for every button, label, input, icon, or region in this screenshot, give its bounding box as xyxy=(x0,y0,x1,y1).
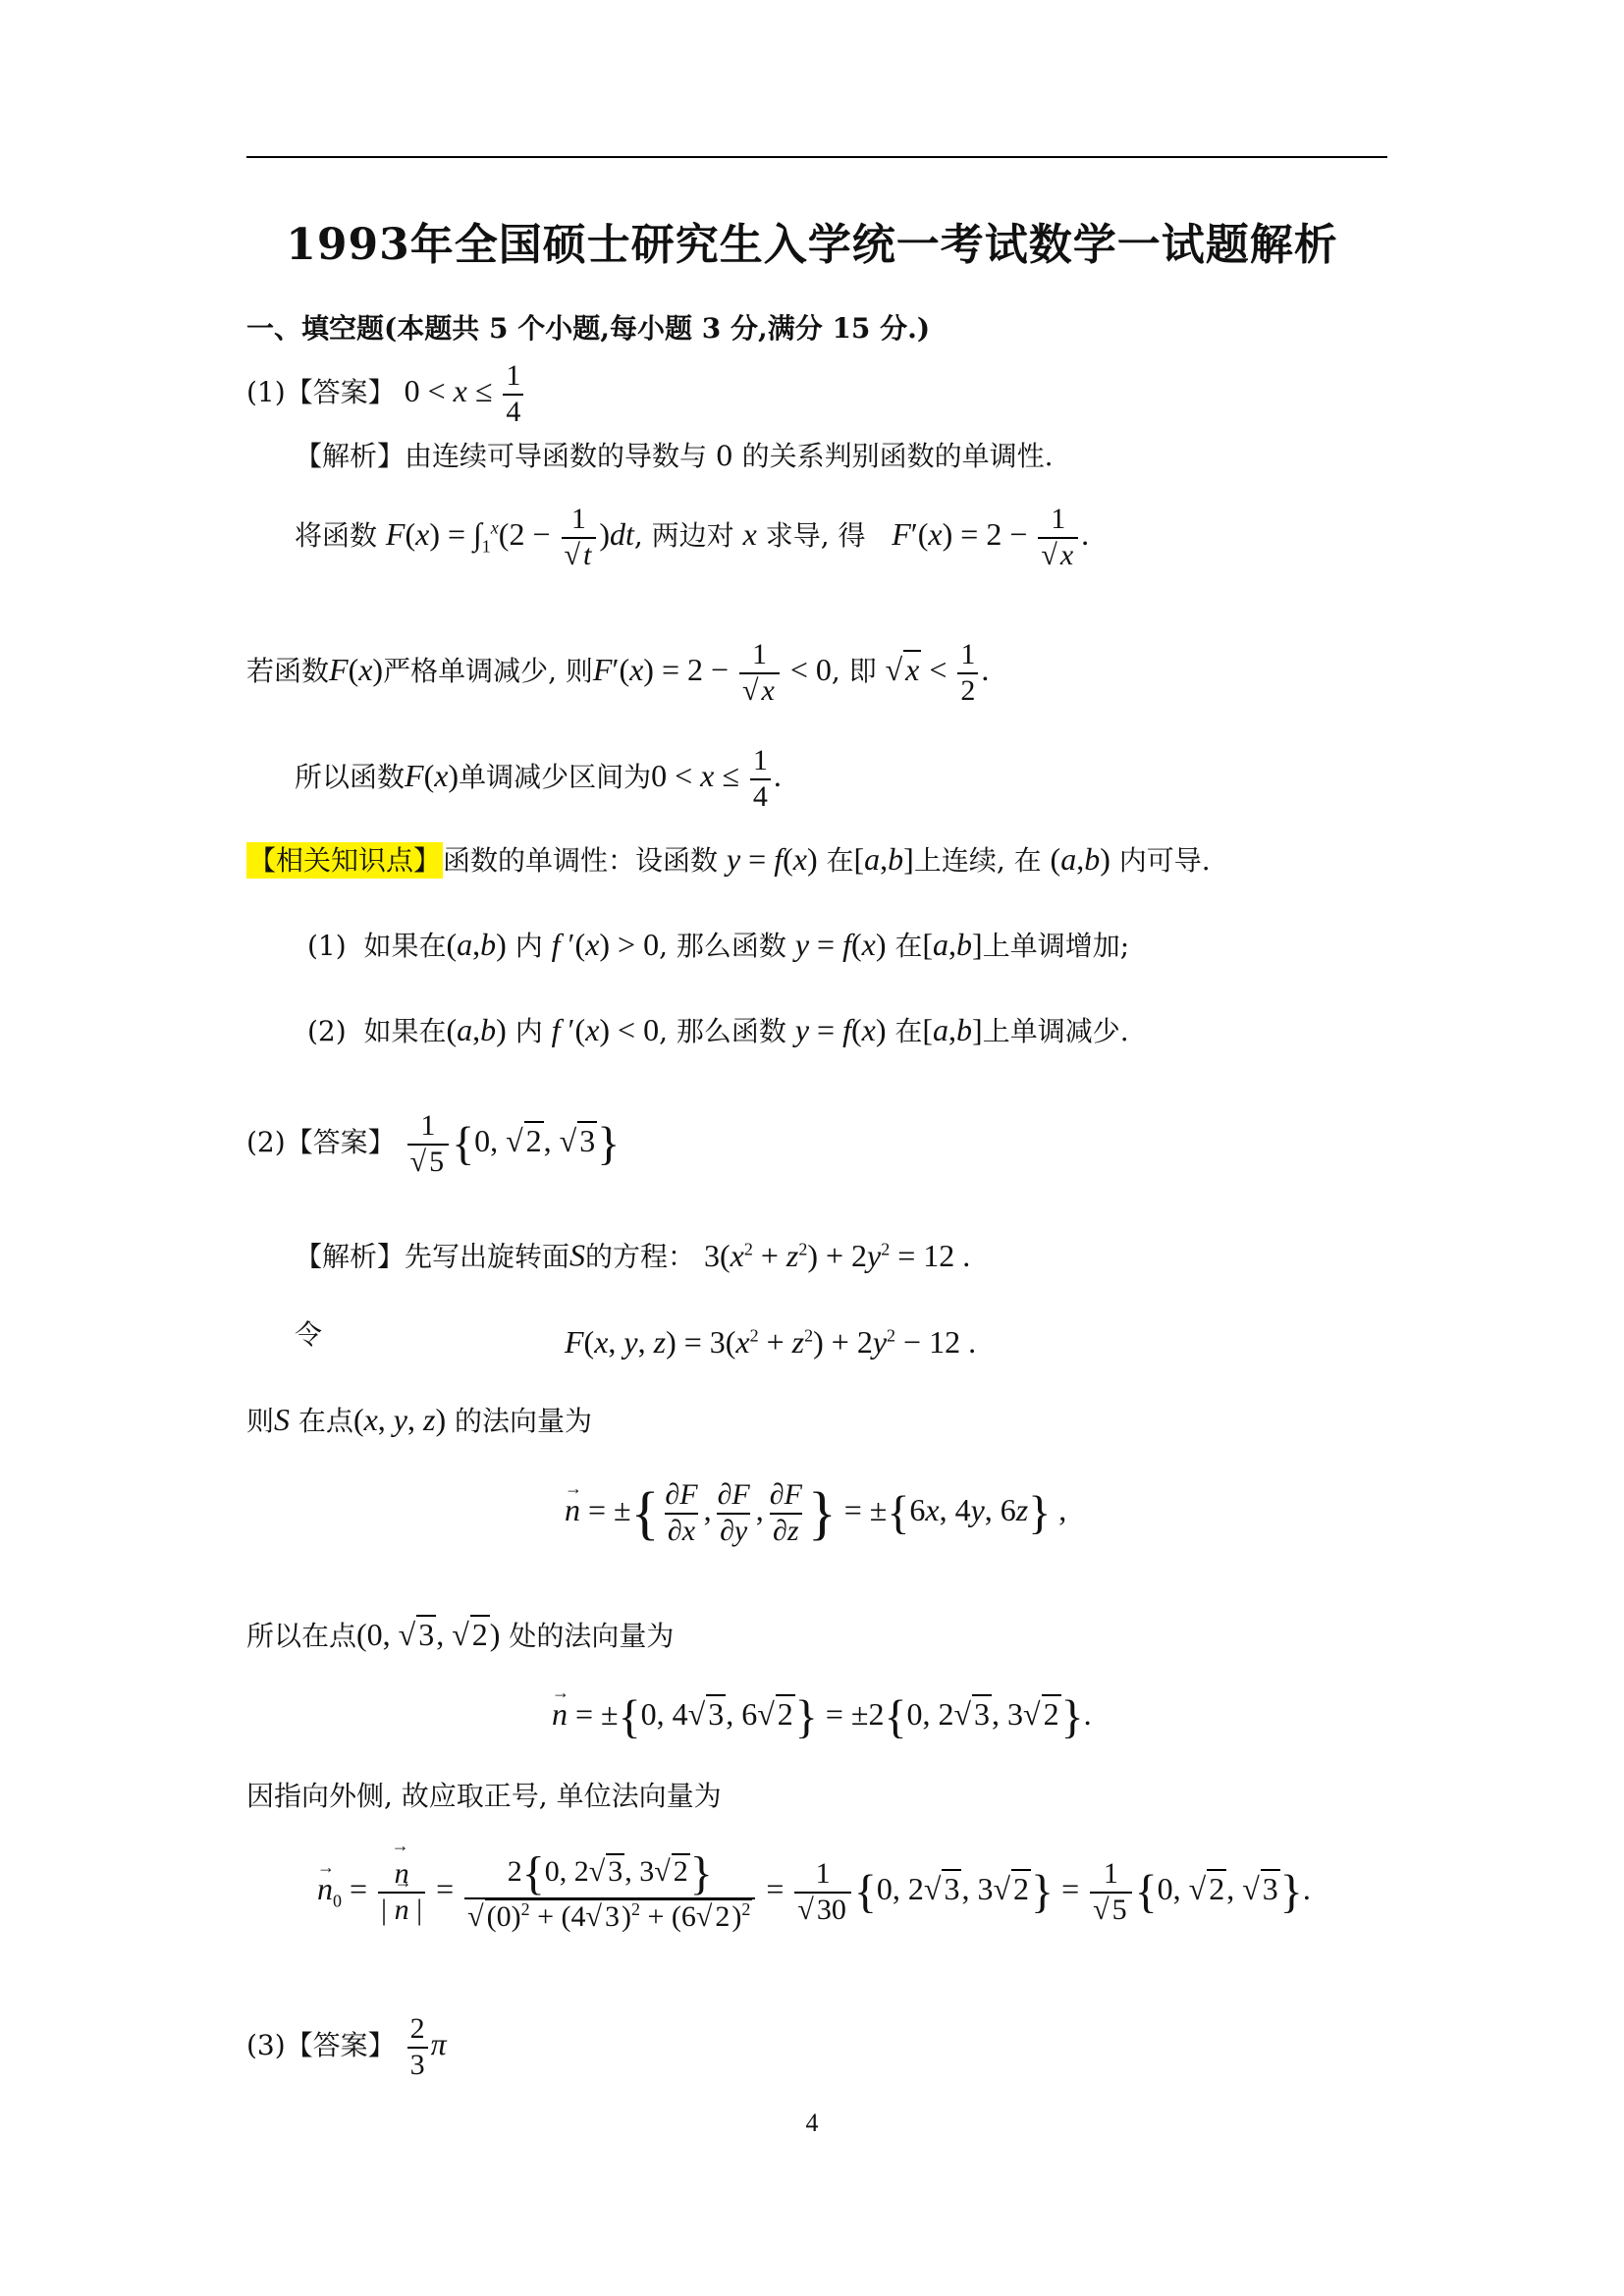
text: 因指向外侧, 故应取正号, 单位法向量为 xyxy=(246,1780,722,1812)
q2-jiexi: 【解析】先写出旋转面S的方程： $3(x^2 + z^2) + 2y^2 = 12$ . xyxy=(295,1237,971,1273)
text: (1) xyxy=(307,930,347,962)
text: 先写出旋转面 xyxy=(405,1240,570,1273)
section-heading: 一、填空题(本题共 5 个小题,每小题 3 分,满分 15 分.) xyxy=(246,312,931,345)
formula-normal-gradient: → n = ±{ $\frac{\partial F}{\partial x}$ , $\frac{\partial F}{\partial y}$ , $\frac{\partial F}{\partial z}$ } = ±{6x, 4y, 6z} , xyxy=(565,1478,1066,1548)
text: , 那么函数 xyxy=(659,1015,786,1047)
text: 内 xyxy=(514,1015,543,1047)
text: 若函数 xyxy=(246,654,330,687)
formula-surface: $3(x^2 + z^2) + 2y^2 = 12$ . xyxy=(703,1237,971,1273)
formula-interval: 0 < x ≤ $\frac{1}{4}$ . xyxy=(651,744,782,813)
text: , 那么函数 xyxy=(659,930,786,962)
text: 的方程： xyxy=(585,1240,696,1273)
q1-line3: 所以函数F(x)单调减少区间为0 < x ≤ $\frac{1}{4}$ . xyxy=(295,744,782,813)
text: 上单调增加; xyxy=(982,930,1130,962)
text: , 两边对 xyxy=(633,518,734,552)
text: 单调减少区间为 xyxy=(459,760,652,793)
q2-ling xyxy=(295,1315,322,1355)
q3-answer-formula: $\frac{2}{3}$ π xyxy=(405,2026,447,2061)
knowledge-tag: 【相关知识点】 xyxy=(248,844,442,877)
q1-answer-formula: 0 < x ≤ $\frac{1}{4}$ xyxy=(405,373,527,408)
q2-answer-formula: $\frac{1}{√ 5}$ {0, √2, √3} xyxy=(405,1123,621,1158)
text: 在 xyxy=(826,844,854,877)
text: 则 xyxy=(246,1405,275,1437)
text: 内可导. xyxy=(1118,844,1211,877)
text: 处的法向量为 xyxy=(509,1620,675,1652)
text: 所以函数 xyxy=(295,760,406,793)
formula-F-xyz: F(x, y, $z) = 3(x^2 + z^2) + 2y^2 - 12$ . xyxy=(565,1323,977,1360)
text: 将函数 xyxy=(295,518,378,552)
text: 在 xyxy=(894,930,923,962)
knowledge-line: 【相关知识点】函数的单调性：设函数 y = f(x) 在[a,b]上连续, 在 (a,b) 内可导. xyxy=(248,841,1211,877)
text: 如果在 xyxy=(363,930,447,962)
text: 求导, 得 xyxy=(765,518,866,552)
q2-line-point: 所以在点(0, √3, √2) 处的法向量为 xyxy=(246,1617,675,1652)
formula-normal-point: → n = ±{0, 4√3, 6√2} = ±2{0, 2√3, 3√2}. xyxy=(552,1694,1092,1741)
q1-line2: 若函数F(x)严格单调减少, 则F′(x) = 2 − $\frac{1}{√ x}$ < 0, 即 √x < $\frac{1}{2}$ . xyxy=(246,638,990,707)
answer-tag: 【答案】 xyxy=(285,375,396,408)
q1-jiexi xyxy=(295,437,1054,476)
q2-line-unit xyxy=(246,1777,722,1816)
text: , 即 xyxy=(831,654,877,687)
text: 在 xyxy=(894,1015,923,1047)
page-title: 1993年全国硕士研究生入学统一考试数学一试题解析 xyxy=(286,220,1338,270)
text: 函数的单调性：设函数 xyxy=(443,844,719,877)
q2-answer xyxy=(246,1109,620,1179)
text: 令 xyxy=(295,1318,323,1351)
text: 上连续, 在 xyxy=(913,844,1042,877)
formula-sqrt-x: √x < $\frac{1}{2}$ . xyxy=(885,638,990,707)
q1-answer xyxy=(246,359,526,429)
jiexi-tag: 【解析】 xyxy=(295,1240,406,1273)
text: (2) xyxy=(307,1015,347,1047)
text: 的法向量为 xyxy=(455,1405,593,1437)
formula-F-integral: $F(x) = \int_1^x(2$ − $\frac{1}{√ t}$ )dt xyxy=(385,503,634,571)
text: 在点 xyxy=(298,1405,353,1437)
answer-tag: 【答案】 xyxy=(285,1125,396,1158)
q2-number: (2) xyxy=(246,1125,286,1158)
knowledge-item-2: (2) 如果在(a,b) 内 f ′(x) < 0, 那么函数 y = f(x) 在[a,b]上单调减少. xyxy=(307,1012,1129,1047)
formula-F-prime: F′(x) = 2 − $\frac{1}{√ x}$ . xyxy=(892,503,1090,571)
q1-line1: 将函数 $F(x) = \int_1^x(2$ − $\frac{1}{√ t}$ )dt, 两边对 x 求导, 得 F′(x) = 2 − $\frac{1}{√ x}$ . xyxy=(295,503,1090,571)
page-number: 4 xyxy=(805,2109,819,2137)
q3-answer xyxy=(246,2012,447,2082)
text: 如果在 xyxy=(363,1015,447,1047)
text: 严格单调减少, 则 xyxy=(383,654,593,687)
text: 所以在点 xyxy=(246,1620,357,1652)
knowledge-item-1: (1) 如果在(a,b) 内 f ′(x) > 0, 那么函数 y = f(x) 在[a,b]上单调增加; xyxy=(307,927,1130,962)
q3-number: (3) xyxy=(246,2028,286,2061)
top-rule xyxy=(246,156,1387,158)
formula-decreasing: F′(x) = 2 − $\frac{1}{√ x}$ < 0 xyxy=(592,638,832,707)
jiexi-tag: 【解析】 xyxy=(295,440,406,472)
formula-unit-normal: → $n_0$ = → $\frac{n}{| \to n |}$ = $\frac{2\{0, 2√ 3, 3√ 2\}}{√ (0)^2 + (4√ 3)^2 + (6√ 2)^2}$ = $\frac{1}{√ 30}$ {0, 2√3, 3√2} = $\frac{1}{√ 5}$ {0, √2, √3}. xyxy=(317,1850,1311,1935)
text: 上单调减少. xyxy=(982,1015,1129,1047)
q2-line-normal: 则S 在点(x, y, z) 的法向量为 xyxy=(246,1402,593,1437)
text: 内 xyxy=(514,930,543,962)
answer-tag: 【答案】 xyxy=(285,2028,396,2061)
jiexi-text: 由连续可导函数的导数与 0 的关系判别函数的单调性. xyxy=(405,440,1054,472)
q1-number: (1) xyxy=(246,375,286,408)
